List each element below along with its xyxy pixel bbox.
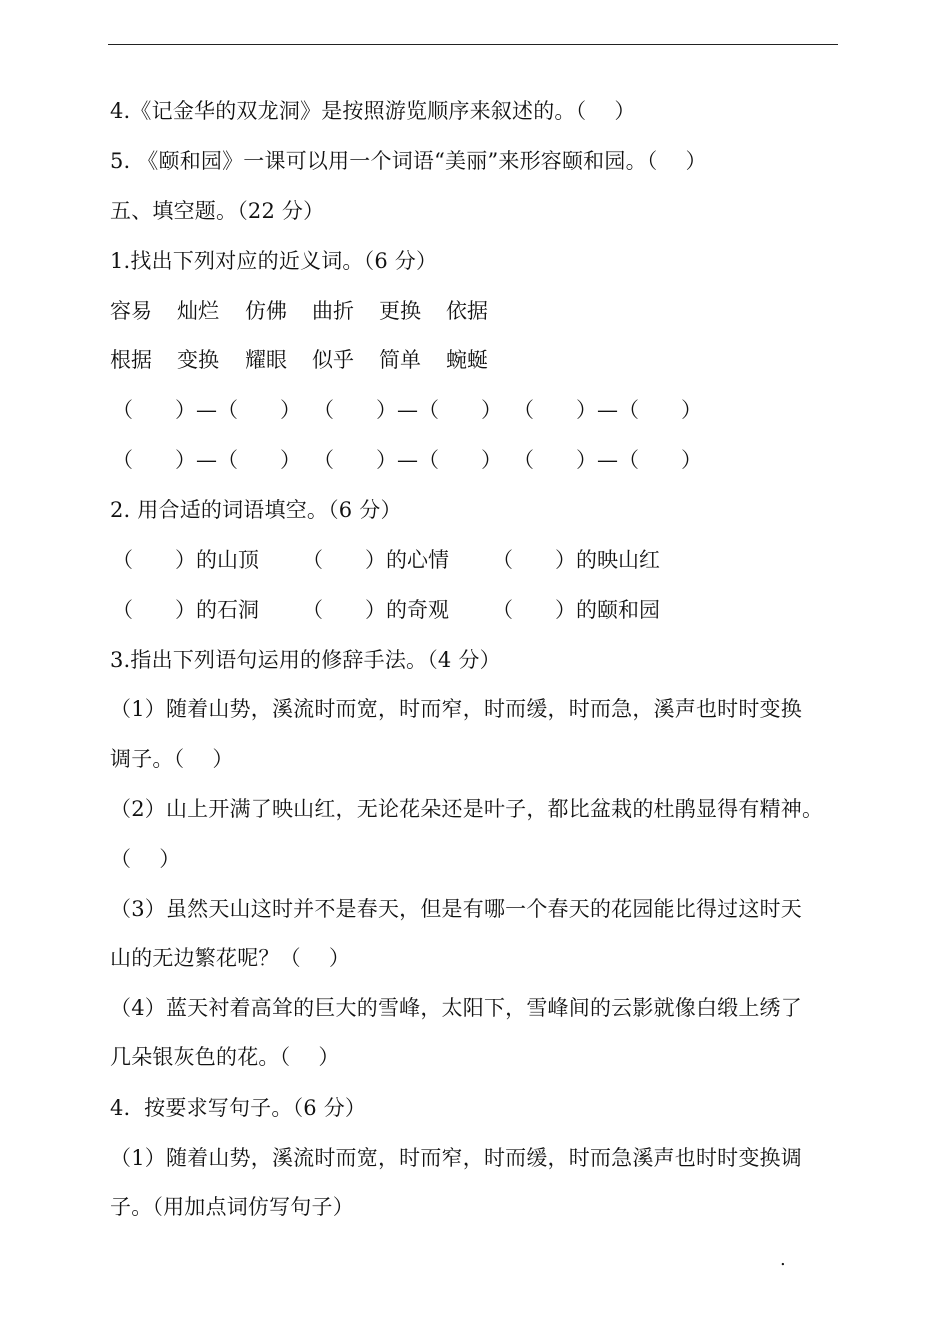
header-rule <box>108 44 838 45</box>
judgment-q5: 5. 《颐和园》一课可以用一个词语“美丽”来形容颐和园。（ ） <box>110 149 707 173</box>
word: 简单 <box>379 348 421 372</box>
q3-sentence-2-cont: （ ） <box>110 847 181 871</box>
q4-sentence-1-cont: 子。（用加点词仿写句子） <box>110 1195 354 1219</box>
word: 曲折 <box>312 299 354 323</box>
q4-sentence-1: （1）随着山势，溪流时而宽，时而窄，时而缓，时而急溪声也时时变换调 <box>110 1146 802 1170</box>
word: 更换 <box>379 299 421 323</box>
fill-blank-item[interactable]: （ ）的映山红 <box>492 548 660 572</box>
q3-title: 3.指出下列语句运用的修辞手法。（4 分） <box>110 648 501 672</box>
q3-sentence-3-cont: 山的无边繁花呢？（ ） <box>110 946 351 970</box>
section5-heading: 五、填空题。（22 分） <box>110 199 325 223</box>
fill-blank-item[interactable]: （ ）的奇观 <box>302 598 449 622</box>
word: 根据 <box>110 348 152 372</box>
q3-sentence-4: （4）蓝天衬着高耸的巨大的雪峰，太阳下，雪峰间的云影就像白缎上绣了 <box>110 996 802 1020</box>
answer-pair-blank[interactable]: （ ）—（ ） <box>513 448 702 472</box>
q3-sentence-3: （3）虽然天山这时并不是春天，但是有哪一个春天的花园能比得过这时天 <box>110 897 802 921</box>
word: 耀眼 <box>245 348 287 372</box>
answer-pair-blank[interactable]: （ ）—（ ） <box>313 398 502 422</box>
q4-title: 4. 按要求写句子。（6 分） <box>110 1096 367 1120</box>
word: 似乎 <box>312 348 354 372</box>
word: 蜿蜒 <box>446 348 488 372</box>
q3-sentence-2: （2）山上开满了映山红，无论花朵还是叶子，都比盆栽的杜鹃显得有精神。 <box>110 797 824 821</box>
answer-pair-blank[interactable]: （ ）—（ ） <box>313 448 502 472</box>
q2-title: 2. 用合适的词语填空。（6 分） <box>110 498 402 522</box>
fill-blank-item[interactable]: （ ）的石洞 <box>112 598 259 622</box>
answer-pair-blank[interactable]: （ ）—（ ） <box>112 398 301 422</box>
judgment-q4: 4.《记金华的双龙洞》是按照游览顺序来叙述的。（ ） <box>110 99 636 123</box>
fill-blank-item[interactable]: （ ）的颐和园 <box>492 598 660 622</box>
q3-sentence-1: （1）随着山势，溪流时而宽，时而窄，时而缓，时而急，溪声也时时变换 <box>110 697 802 721</box>
word: 变换 <box>177 348 219 372</box>
fill-blank-item[interactable]: （ ）的山顶 <box>112 548 259 572</box>
word: 灿烂 <box>177 299 219 323</box>
q3-sentence-4-cont: 几朵银灰色的花。（ ） <box>110 1045 340 1069</box>
answer-pair-blank[interactable]: （ ）—（ ） <box>112 448 301 472</box>
fill-blank-item[interactable]: （ ）的心情 <box>302 548 449 572</box>
answer-pair-blank[interactable]: （ ）—（ ） <box>513 398 702 422</box>
word: 容易 <box>110 299 152 323</box>
word: 依据 <box>446 299 488 323</box>
q3-sentence-1-cont: 调子。（ ） <box>110 747 234 771</box>
word: 仿佛 <box>245 299 287 323</box>
page-marker: . <box>780 1249 786 1270</box>
q1-title: 1.找出下列对应的近义词。（6 分） <box>110 249 438 273</box>
